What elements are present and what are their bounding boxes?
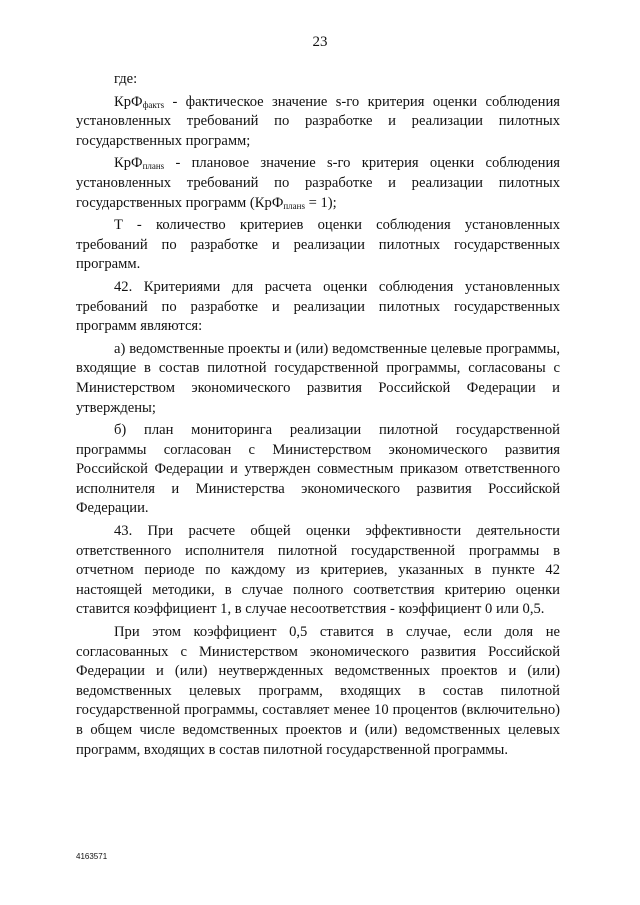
section-42-item-a: а) ведомственные проекты и (или) ведомственные целевые программы, входящие в состав пилотной государственной программы, согласованы с Министерством экономического развития Российской Федерации и утверждены; — [76, 340, 560, 416]
section-42-item-b: б) план мониторинга реализации пилотной государственной программы согласован с Министерством экономического развития Российской Федерации и утвержден совместным приказом ответственного исполнителя и Министерства экономического развития Российской Федерации. — [76, 422, 560, 517]
where-text: где: — [114, 71, 138, 87]
symbol-krf: КрФ — [114, 155, 143, 172]
definition-plan — [76, 154, 560, 213]
definition-fact-text: - фактическое значение s-го критерия оценки соблюдения установленных требований по разработке и реализации пилотных государственных программ; — [76, 93, 560, 149]
page-number: 23 — [312, 34, 328, 50]
document-body — [76, 70, 560, 763]
definition-plan-text-end: = 1); — [304, 194, 337, 211]
subscript-fact: фактs — [142, 99, 165, 110]
definition-plan-text: - плановое значение s-го критерия оценки соблюдения установленных требований по разработке и реализации пилотных государственных программ (КрФ — [76, 155, 560, 211]
document-code: 4163571 — [76, 852, 108, 861]
definition-fact — [76, 93, 560, 152]
section-43-paragraph-2: При этом коэффициент 0,5 ставится в случае, если доля не согласованных с Министерством экономического развития Российской Федерации и (или) неутвержденных ведомственных проектов и (или) ведомственных целевых программ, входящих в состав пилотной государственной программы, составляет менее 10 процентов (включительно) в общем числе ведомственных проектов и (или) ведомственных целевых программ, входящих в состав пилотной государственной программы. — [76, 624, 560, 758]
section-42-intro: 42. Критериями для расчета оценки соблюдения установленных требований по разработке и реализации пилотных государственных программ являются: — [76, 278, 560, 335]
definition-t: T - количество критериев оценки соблюдения установленных требований по разработке и реализации пилотных государственных программ. — [76, 217, 560, 273]
section-43-paragraph-1: 43. При расчете общей оценки эффективности деятельности ответственного исполнителя пилотной государственной программы в отчетном периоде по каждому из критериев, указанных в пункте 42 настоящей методики, в случае полного соответствия критерию оценки ставится коэффициент 1, в случае несоответствия - коэффициент 0 или 0,5. — [76, 523, 560, 618]
symbol-krf: КрФ — [114, 93, 143, 110]
where-label — [76, 70, 560, 90]
subscript-plan: планs — [142, 161, 165, 172]
subscript-plan: планs — [283, 200, 305, 211]
